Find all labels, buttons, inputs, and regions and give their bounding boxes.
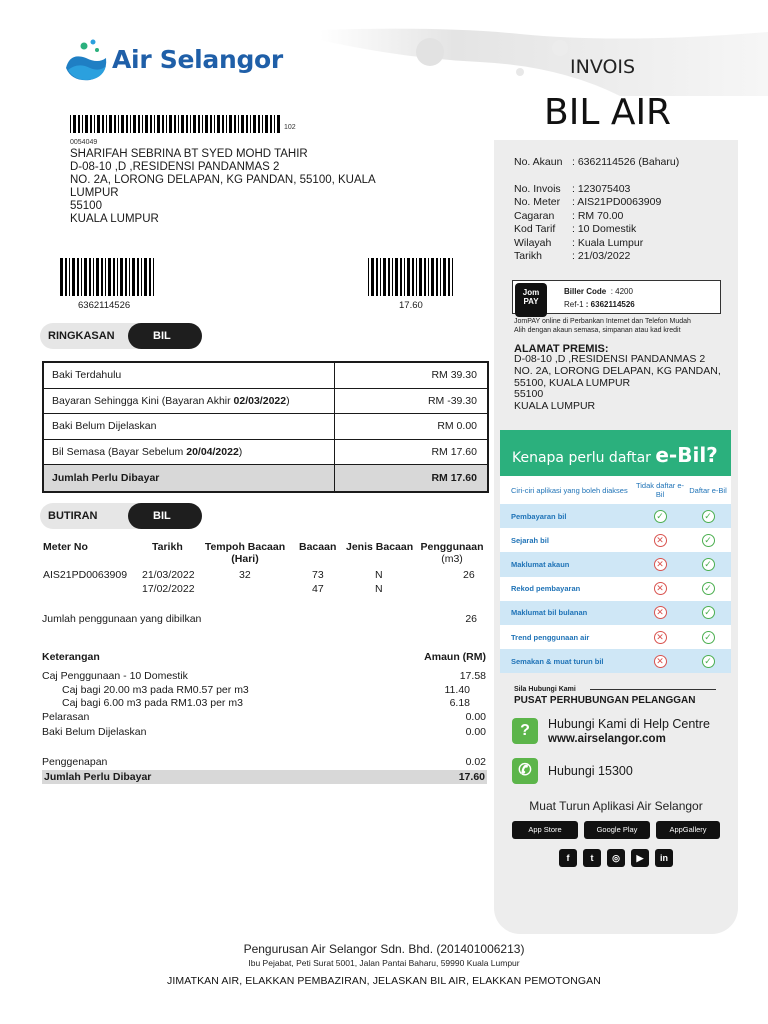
- ebil-feature-row: Rekod pembayaran ✕ ✓: [500, 577, 731, 601]
- brand-name: Air Selangor: [112, 45, 283, 74]
- detail-row: Kod Tarif : 10 Domestik: [514, 223, 637, 236]
- table-row-total: Jumlah Perlu Dibayar RM 17.60: [44, 465, 487, 491]
- phone-icon: ✆: [512, 758, 538, 784]
- company-address: Ibu Pejabat, Peti Surat 5001, Jalan Pantai Baharu, 59990 Kuala Lumpur: [248, 958, 520, 968]
- help-centre-text: Hubungi Kami di Help Centre: [548, 717, 710, 731]
- cross-icon: ✕: [654, 655, 667, 668]
- rounding-line: Penggenapan 0.02: [42, 756, 486, 768]
- website-link[interactable]: www.airselangor.com: [548, 733, 666, 745]
- summary-section-label: RINGKASAN: [40, 323, 140, 349]
- reading-value: 73: [312, 569, 324, 581]
- ebil-feature-row: Maklumat akaun ✕ ✓: [500, 552, 731, 576]
- cross-icon: ✕: [654, 558, 667, 571]
- instagram-icon[interactable]: ◎: [607, 849, 625, 867]
- col-tempoh: Tempoh Bacaan (Hari): [204, 541, 286, 565]
- details-section-bil: BIL: [153, 510, 171, 522]
- reading-date: 21/03/2022: [142, 569, 195, 581]
- summary-table: [42, 361, 489, 493]
- ebil-feature-row: Pembayaran bil ✓ ✓: [500, 504, 731, 528]
- facebook-icon[interactable]: f: [559, 849, 577, 867]
- check-icon: ✓: [654, 510, 667, 523]
- reading-value: 47: [312, 583, 324, 595]
- charges-header: Keterangan Amaun (RM): [42, 651, 486, 663]
- account-details: [514, 183, 661, 263]
- barcode-top-code: 0054049: [70, 139, 98, 146]
- reading-type: N: [375, 583, 383, 595]
- jompay-logo: Jom PAY: [515, 283, 547, 317]
- twitter-icon[interactable]: t: [583, 849, 601, 867]
- ebil-banner-title: Kenapa perlu daftar e-Bil?: [512, 443, 718, 467]
- ebil-feature-row: Semakan & muat turun bil ✕ ✓: [500, 649, 731, 673]
- detail-row: Cagaran : RM 70.00: [514, 209, 624, 222]
- table-row: Baki Terdahulu RM 39.30: [44, 363, 487, 389]
- charge-line: Baki Belum Dijelaskan 0.00: [42, 726, 486, 738]
- reading-type: N: [375, 569, 383, 581]
- address-line: SHARIFAH SEBRINA BT SYED MOHD TAHIR: [70, 148, 308, 160]
- slogan: JIMATKAN AIR, ELAKKAN PEMBAZIRAN, JELASKAN BIL AIR, ELAKKAN PEMOTONGAN: [167, 975, 601, 987]
- amount-barcode-label: 17.60: [399, 300, 423, 311]
- detail-row: Tarikh : 21/03/2022: [514, 250, 631, 263]
- reading-date: 17/02/2022: [142, 583, 195, 595]
- check-icon: ✓: [702, 510, 715, 523]
- bill-title: BIL AIR: [544, 92, 672, 133]
- reading-days: 32: [239, 569, 251, 581]
- col-meter: Meter No: [43, 541, 88, 553]
- amount-barcode: [368, 258, 456, 296]
- help-question-icon: ?: [512, 718, 538, 744]
- detail-row: No. Invois : 123075403: [514, 183, 631, 195]
- ebil-comparison-table: [500, 476, 731, 673]
- premise-address: D-08-10 ,D ,RESIDENSI PANDANMAS 2 NO. 2A, LORONG DELAPAN, KG PANDAN, 55100, KUALA LUMPUR 55100 KUALA LUMPUR: [514, 353, 721, 413]
- address-line: KUALA LUMPUR: [70, 213, 159, 225]
- details-section-label: BUTIRAN: [40, 503, 140, 529]
- grand-total: Jumlah Perlu Dibayar 17.60: [44, 771, 485, 783]
- contact-us-label: Sila Hubungi Kami: [514, 686, 576, 693]
- ebil-feature-row: Trend penggunaan air ✕ ✓: [500, 625, 731, 649]
- col-tarikh: Tarikh: [152, 541, 183, 553]
- cross-icon: ✕: [654, 606, 667, 619]
- ebil-feature-row: Sejarah bil ✕ ✓: [500, 528, 731, 552]
- check-icon: ✓: [702, 558, 715, 571]
- invoice-label: INVOIS: [570, 56, 636, 78]
- company-name: Pengurusan Air Selangor Sdn. Bhd. (201401006213): [243, 942, 525, 956]
- address-line: LUMPUR: [70, 187, 119, 199]
- table-row: Bil Semasa (Bayar Sebelum 20/04/2022 ) RM 17.60: [44, 440, 487, 466]
- address-line: 55100: [70, 200, 102, 212]
- ebil-table-header: Ciri-ciri aplikasi yang boleh diakses Tidak daftar e-Bil Daftar e-Bil: [500, 476, 731, 504]
- col-penggunaan: Penggunaan (m3): [420, 541, 484, 565]
- check-icon: ✓: [702, 582, 715, 595]
- check-icon: ✓: [702, 655, 715, 668]
- linkedin-icon[interactable]: in: [655, 849, 673, 867]
- check-icon: ✓: [702, 606, 715, 619]
- charge-line: Caj Penggunaan - 10 Domestik 17.58: [42, 670, 486, 682]
- water-splash-graphic: [320, 26, 768, 96]
- app-gallery-badge[interactable]: AppGallery: [656, 821, 720, 839]
- summary-section-bil: BIL: [153, 330, 171, 342]
- table-row: Bayaran Sehingga Kini (Bayaran Akhir 02/03/2022 ) RM -39.30: [44, 389, 487, 415]
- address-line: D-08-10 ,D ,RESIDENSI PANDANMAS 2: [70, 161, 280, 173]
- hotline-text[interactable]: Hubungi 15300: [548, 764, 633, 778]
- detail-row: No. Meter : AIS21PD0063909: [514, 196, 662, 209]
- total-usage-row: Jumlah penggunaan yang dibilkan 26: [42, 613, 477, 625]
- ebil-feature-row: Maklumat bil bulanan ✕ ✓: [500, 601, 731, 625]
- charge-line: Caj bagi 6.00 m3 pada RM1.03 per m3 6.18: [62, 697, 470, 709]
- customer-address: [70, 148, 400, 226]
- google-play-badge[interactable]: Google Play: [584, 821, 650, 839]
- check-icon: ✓: [702, 631, 715, 644]
- premise-address-title: ALAMAT PREMIS:: [514, 343, 609, 355]
- cross-icon: ✕: [654, 631, 667, 644]
- meter-number: AIS21PD0063909: [43, 569, 128, 581]
- cross-icon: ✕: [654, 534, 667, 547]
- reading-usage: 26: [463, 569, 475, 581]
- jompay-biller-info: Biller Code : 4200 Ref-1 : 6362114526: [564, 287, 635, 309]
- contact-centre-title: PUSAT PERHUBUNGAN PELANGGAN: [514, 695, 696, 706]
- col-bacaan: Bacaan: [299, 541, 337, 553]
- address-line: NO. 2A, LORONG DELAPAN, KG PANDAN, 55100, KUALA: [70, 174, 376, 186]
- check-icon: ✓: [702, 534, 715, 547]
- account-barcode-label: 6362114526: [78, 300, 131, 311]
- account-number: No. Akaun : 6362114526 (Baharu): [514, 156, 680, 168]
- col-jenis: Jenis Bacaan: [346, 541, 414, 553]
- youtube-icon[interactable]: ▶: [631, 849, 649, 867]
- account-barcode: [60, 258, 157, 296]
- table-row: Baki Belum Dijelaskan RM 0.00: [44, 414, 487, 440]
- charge-line: Caj bagi 20.00 m3 pada RM0.57 per m3 11.40: [62, 684, 470, 696]
- app-store-badge[interactable]: App Store: [512, 821, 578, 839]
- download-app-text: Muat Turun Aplikasi Air Selangor: [529, 799, 703, 813]
- barcode-top: [70, 115, 282, 133]
- barcode-top-number: 102: [284, 124, 296, 131]
- cross-icon: ✕: [654, 582, 667, 595]
- jompay-note: JomPAY online di Perbankan Internet dan Telefon Mudah Alih dengan akaun semasa, simpanan atau kad kredit: [514, 318, 691, 334]
- charge-line: Pelarasan 0.00: [42, 711, 486, 723]
- detail-row: Wilayah : Kuala Lumpur: [514, 236, 644, 249]
- divider: [590, 689, 716, 690]
